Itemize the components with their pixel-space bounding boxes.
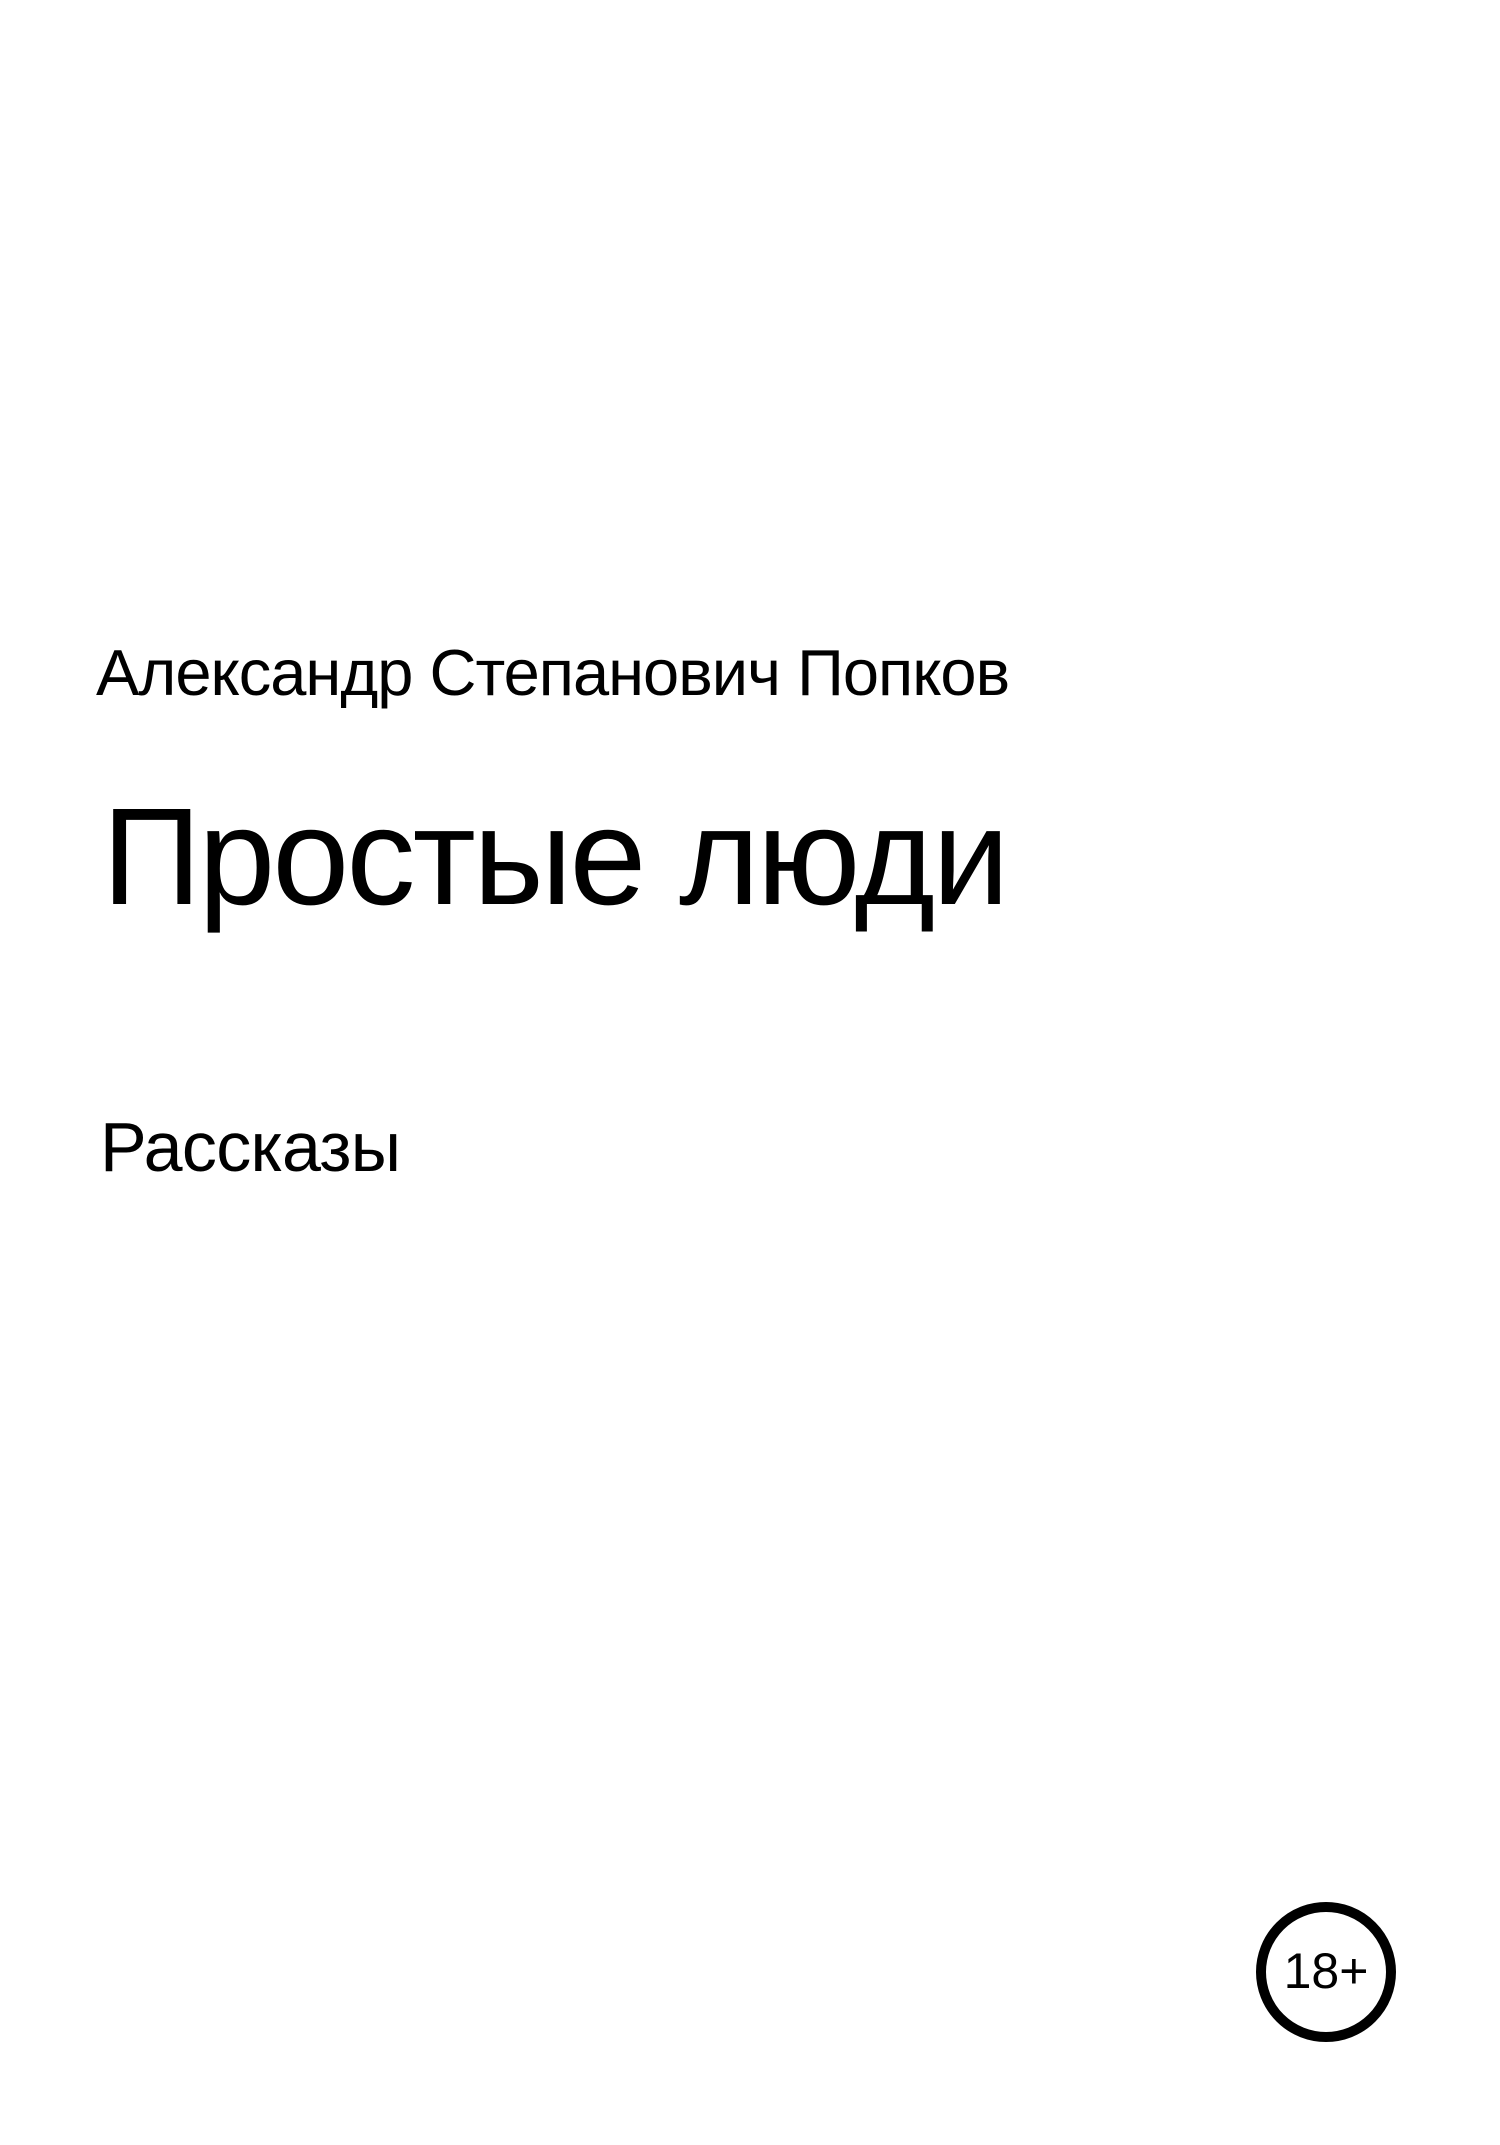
author-name: Александр Степанович Попков [96,636,1010,709]
book-subtitle: Рассказы [100,1108,401,1186]
age-rating-badge [1256,1902,1396,2042]
age-rating-label: 18+ [1283,1943,1369,1999]
book-title: Простые люди [102,780,1007,934]
